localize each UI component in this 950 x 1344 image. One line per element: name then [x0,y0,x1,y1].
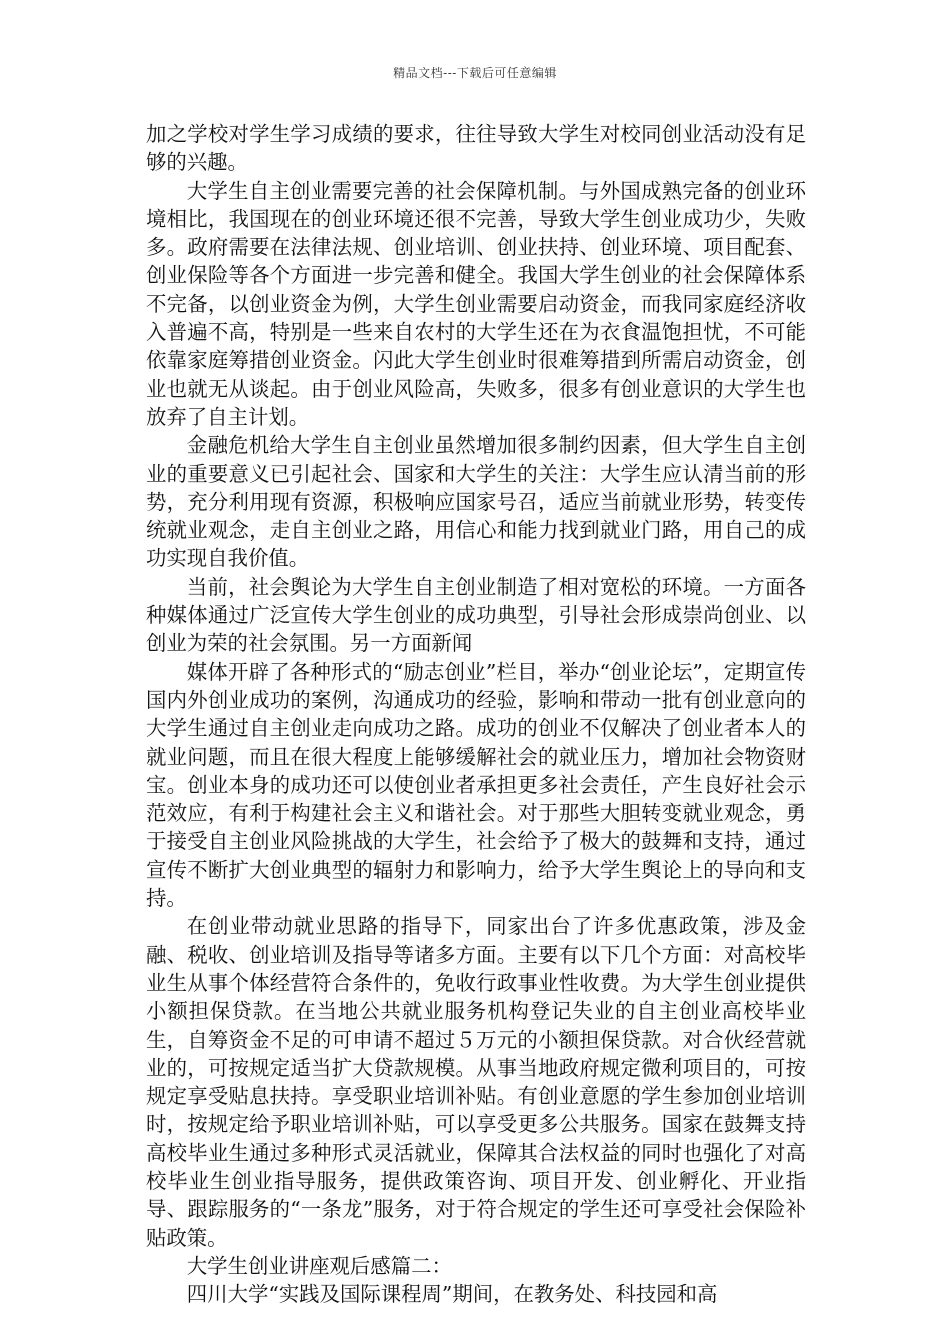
paragraph: 当前，社会舆论为大学生自主创业制造了相对宽松的环境。一方面各种媒体通过广泛宣传大学生创业的成功典型，引导社会形成崇尚创业、以创业为荣的社会氛围。另一方面新闻 [146,574,806,656]
document-body [146,120,806,1308]
paragraph: 在创业带动就业思路的指导下，同家出台了许多优惠政策，涉及金融、税收、创业培训及指导等诸多方面。主要有以下几个方面：对高校毕业生从事个体经营符合条件的，免收行政事业性收费。为大学生创业提供小额担保贷款。在当地公共就业服务机构登记失业的自主创业高校毕业生，自筹资金不足的可申请不超过５万元的小额担保贷款。对合伙经营就业的，可按规定适当扩大贷款规模。从事当地政府规定微利项目的，可按规定享受贴息扶持。享受职业培训补贴。有创业意愿的学生参加创业培训时，按规定给予职业培训补贴，可以享受更多公共服务。国家在鼓舞支持高校毕业生通过多种形式灵活就业，保障其合法权益的同时也强化了对高校毕业生创业指导服务，提供政策咨询、项目开发、创业孵化、开业指导、跟踪服务的“一条龙”服务，对于符合规定的学生还可享受社会保险补贴政策。 [146,914,806,1250]
paragraph: 金融危机给大学生自主创业虽然增加很多制约因素，但大学生自主创业的重要意义已引起社会、国家和大学生的关注：大学生应认清当前的形势，充分利用现有资源，积极响应国家号召，适应当前就业形势，转变传统就业观念，走自主创业之路，用信心和能力找到就业门路，用自己的成功实现自我价值。 [146,433,806,571]
paragraph: 大学生自主创业需要完善的社会保障机制。与外国成熟完备的创业环境相比，我国现在的创业环境还很不完善，导致大学生创业成功少，失败多。政府需要在法律法规、创业培训、创业扶持、创业环境、项目配套、创业保险等各个方面进一步完善和健全。我国大学生创业的社会保障体系不完备，以创业资金为例，大学生创业需要启动资金，而我同家庭经济收入普遍不高，特别是一些来自农村的大学生还在为衣食温饱担忧，不可能依靠家庭筹措创业资金。闪此大学生创业时很难筹措到所需启动资金，创业也就无从谈起。由于创业风险高，失败多，很多有创业意识的大学生也放弃了自主计划。 [146,178,806,429]
section-heading: 大学生创业讲座观后感篇二： [186,1253,452,1278]
paragraph: 四川大学“实践及国际课程周”期间，在教务处、科技园和高 [186,1282,718,1307]
paragraph: 加之学校对学生学习成绩的要求，往往导致大学生对校同创业活动没有足够的兴趣。 [146,122,806,175]
page-header: 精品文档---下载后可任意编辑 [393,66,557,80]
paragraph: 媒体开辟了各种形式的“励志创业”栏目，举办“创业论坛”，定期宣传国内外创业成功的案例，沟通成功的经验，影响和带动一批有创业意向的大学生通过自主创业走向成功之路。成功的创业不仅解决了创业者本人的就业问题，而且在很大程度上能够缓解社会的就业压力，增加社会物资财宝。创业本身的成功还可以使创业者承担更多社会责任，产生良好社会示范效应，有利于构建社会主义和谐社会。对于那些大胆转变就业观念，勇于接受自主创业风险挑战的大学生，社会给予了极大的鼓舞和支持，通过宣传不断扩大创业典型的辐射力和影响力，给予大学生舆论上的导向和支持。 [146,659,806,911]
